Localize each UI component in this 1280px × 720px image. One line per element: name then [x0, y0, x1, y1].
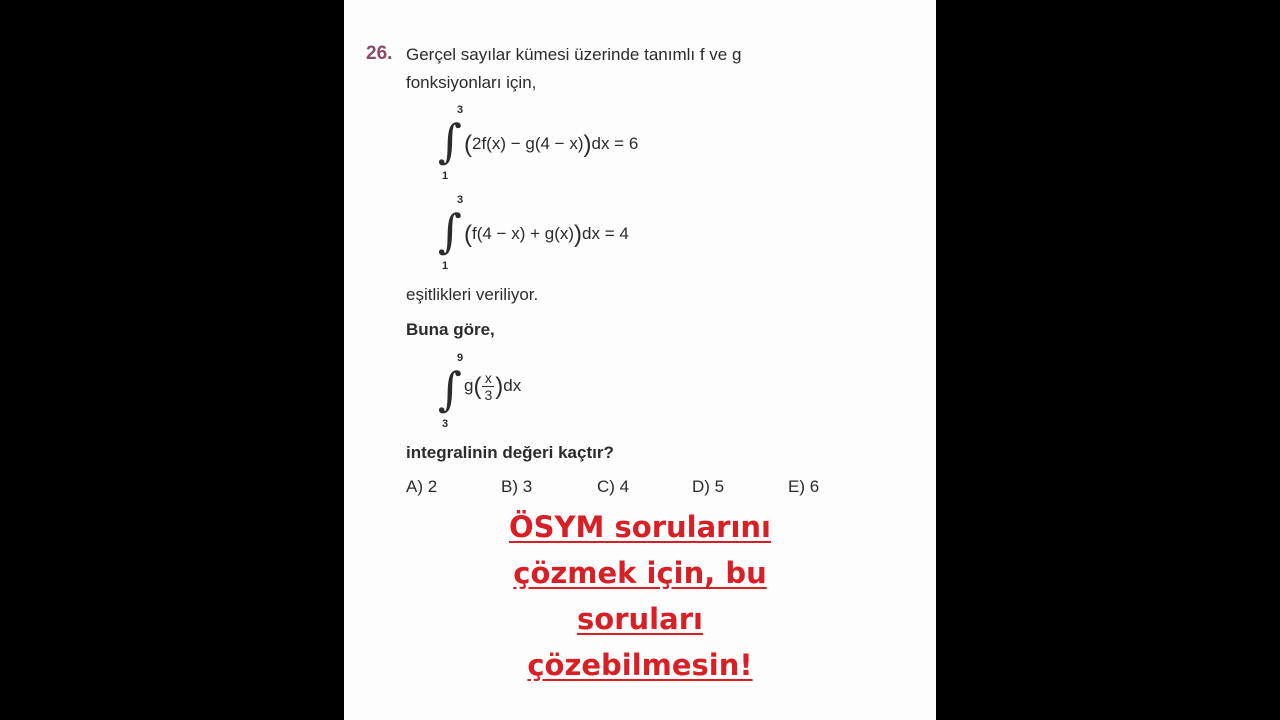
integral-3-upper: 9: [457, 352, 464, 364]
choice-a[interactable]: A) 2: [406, 477, 438, 496]
integral-2-inner: f(4 − x) + g(x): [472, 224, 575, 243]
overlay-line-4: çözebilmesin!: [527, 648, 753, 682]
overlay-line-2: çözmek için, bu: [513, 556, 767, 590]
given-text: eşitlikleri veriliyor.: [406, 285, 539, 304]
integral-2-tail: dx = 4: [582, 224, 629, 243]
integral-1-sign: ∫: [438, 114, 462, 168]
choice-c[interactable]: C) 4: [597, 477, 630, 496]
overlay-caption: [440, 504, 840, 688]
integral-1-tail: dx = 6: [591, 134, 639, 153]
intro-line-2: fonksiyonları için,: [406, 73, 537, 92]
prompt-text: Buna göre,: [406, 320, 495, 339]
fraction-numerator: x: [482, 370, 494, 387]
integral-3-fraction: [482, 370, 494, 403]
integral-1-body: (2f(x) − g(4 − x))dx = 6: [464, 131, 639, 158]
choice-e[interactable]: E) 6: [788, 477, 820, 496]
overlay-line-3: soruları: [577, 602, 703, 636]
integral-3-lower: 3: [442, 418, 449, 430]
integral-3-sign: ∫: [438, 362, 462, 416]
integral-2-sign: ∫: [438, 204, 462, 258]
question-number: 26.: [366, 43, 393, 64]
integral-3-body: g( $\frac{x}{3}$ )dx: [464, 370, 522, 403]
ask-text: integralinin değeri kaçtır?: [406, 443, 614, 462]
integral-1-inner: 2f(x) − g(4 − x): [472, 134, 584, 153]
fraction-denominator: 3: [484, 387, 493, 403]
integral-1-lower: 1: [442, 170, 449, 182]
integral-1-upper: 3: [457, 104, 464, 116]
integral-2-lower: 1: [442, 260, 449, 272]
overlay-line-1: ÖSYM sorularını: [509, 510, 771, 544]
choice-b[interactable]: B) 3: [501, 477, 533, 496]
integral-3-func: g: [464, 375, 474, 395]
integral-2-body: (f(4 − x) + g(x))dx = 4: [464, 221, 629, 248]
intro-line-1: Gerçel sayılar kümesi üzerinde tanımlı f ve g: [406, 45, 742, 64]
integral-3-tail: dx: [503, 375, 522, 395]
integral-2-upper: 3: [457, 194, 464, 206]
choice-d[interactable]: D) 5: [692, 477, 725, 496]
